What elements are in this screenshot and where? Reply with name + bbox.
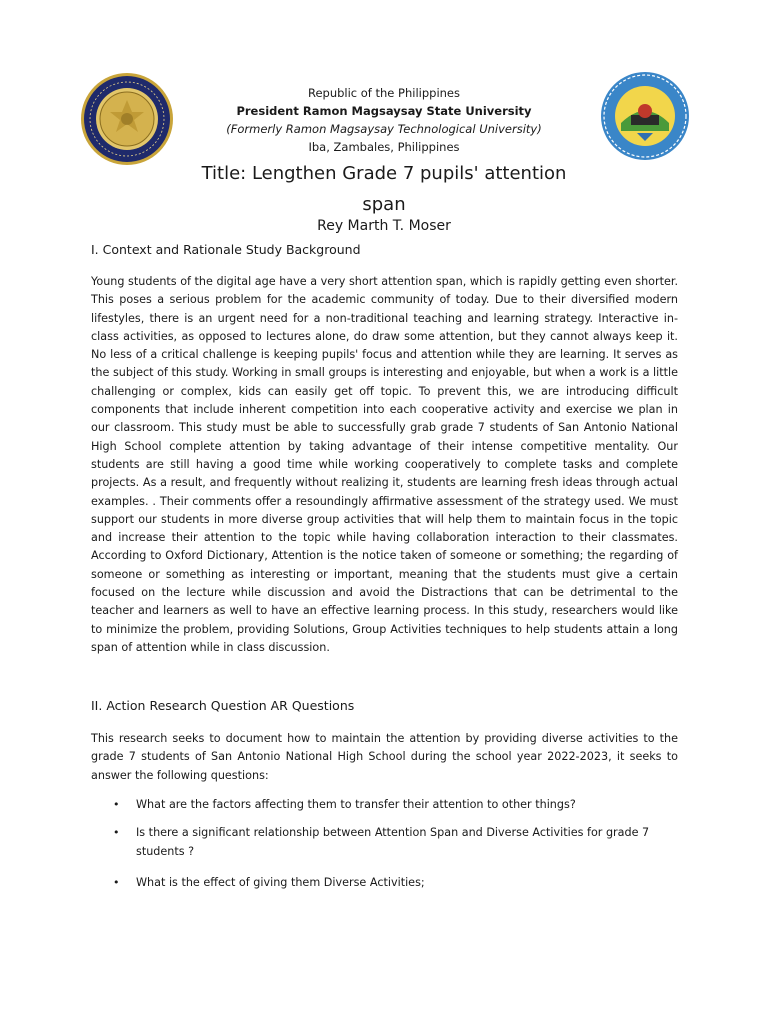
question-text: Is there a significant relationship between Attention Span and Diverse Activities for grade 7 students ? [136, 826, 650, 858]
question-text: What are the factors affecting them to transfer their attention to other things? [136, 798, 576, 811]
bullet-icon: • [113, 875, 120, 889]
bullet-icon: • [113, 826, 120, 840]
bullet-icon: • [113, 798, 120, 811]
republic-line: Republic of the Philippines [307, 86, 461, 100]
question-text: What is the effect of giving them Diverse Activities; [136, 875, 425, 889]
research-intro-paragraph: This research seeks to document how to maintain the attention by providing diverse activities to the grade 7 students of San Antonio National High School during the school year 2022-2023, it seeks to answer the following questions: [91, 732, 678, 782]
document-title: Title: Lengthen Grade 7 pupils' attention span [201, 163, 567, 215]
former-university-name: (Formerly Ramon Magsaysay Technological University) [226, 122, 542, 136]
list-item [91, 874, 681, 892]
section-heading-research-questions: II. Action Research Question AR Questions [91, 698, 355, 713]
section-heading-context: I. Context and Rationale Study Background [91, 242, 361, 257]
university-name: President Ramon Magsaysay State University [236, 104, 532, 118]
list-item [91, 796, 681, 814]
author-name: Rey Marth T. Moser [317, 218, 451, 234]
context-paragraph: Young students of the digital age have a very short attention span, which is rapidly getting even shorter. This poses a serious problem for the academic community of today. Due to their diversified modern lifestyles, there is an urgent need for a non-traditional teaching and learning strategy. Interactive in-class activities, as opposed to lectures alone, do draw some attention, but they cannot always keep it. No less of a critical challenge is keeping pupils' focus and attention while they are learning. It serves as the subject of this study. Working in small groups is interesting and enjoyable, but when a work is a little challenging or complex, kids can easily get off topic. To prevent this, we are introducing difficult components that include inherent competition into each cooperative activity and exercise we plan in our classroom. This study must be able to successfully grab grade 7 students of San Antonio National High School complete attention by taking advantage of their intense competitive mentality. Our students are still having a good time while working cooperatively to complete tasks and complete projects. As a result, and frequently without realizing it, students are learning fresh ideas through actual examples. . Their comments offer a resoundingly affirmative assessment of the strategy used. We must support our students in more diverse group activities that will help them to maintain focus in the topic and increase their attention to the topic while having collaboration interaction to their classmates. According to Oxford Dictionary, Attention is the notice taken of someone or something; the regarding of someone or something as interesting or important, meaning that the students must give a certain focused on the lecture while discussion and avoid the Distractions that can be detrimental to the teacher and learners as well to have an effective learning process. In this study, researchers would like to minimize the problem, providing Solutions, Group Activities techniques to help students attain a long span of attention while in class discussion. [91, 275, 678, 654]
university-location: Iba, Zambales, Philippines [308, 140, 460, 154]
research-question-list [91, 796, 681, 892]
list-item [91, 824, 681, 861]
